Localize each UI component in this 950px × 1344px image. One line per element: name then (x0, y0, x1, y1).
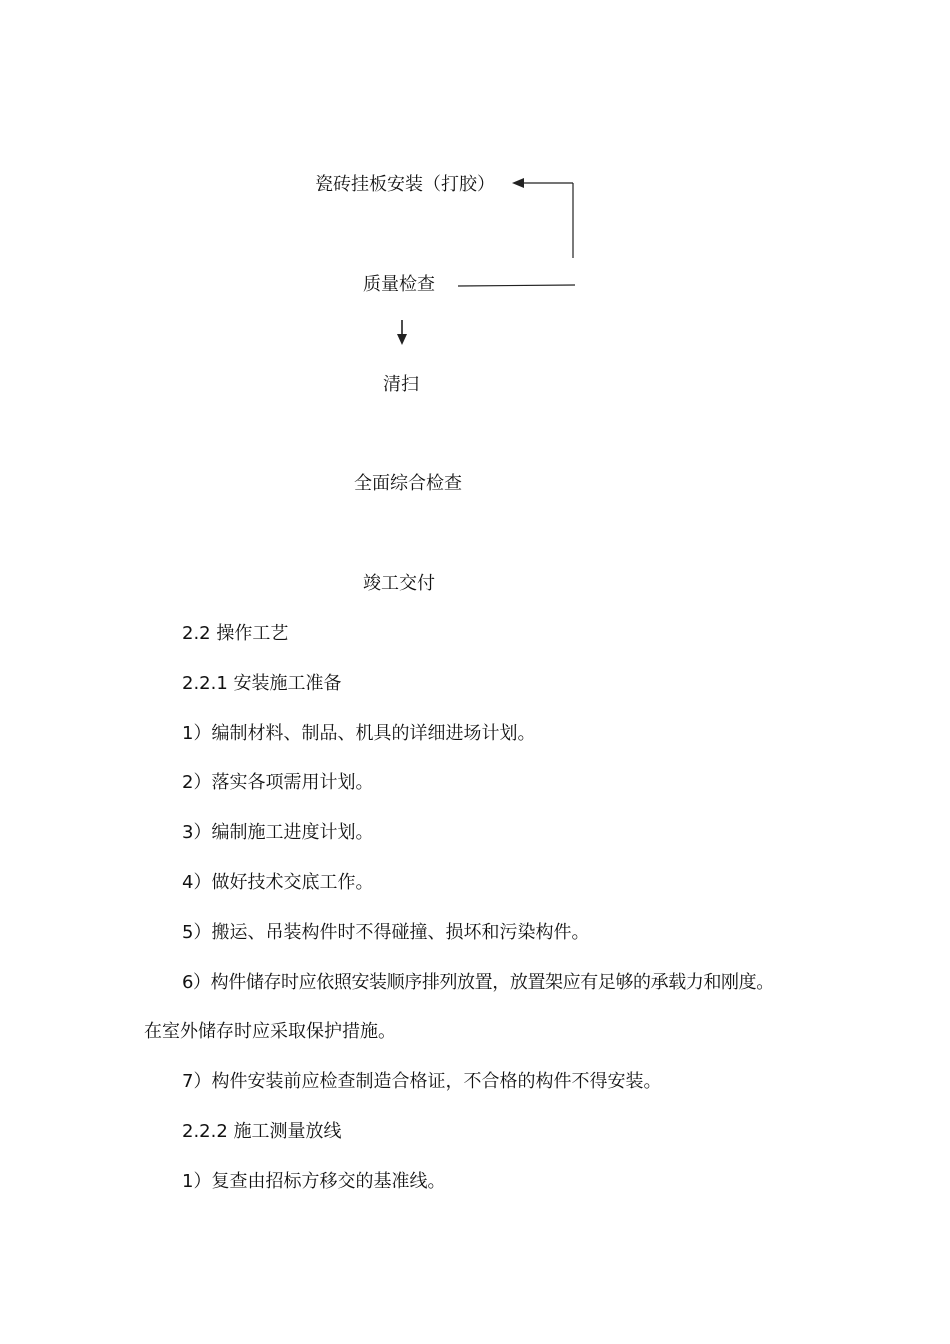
paragraph-5: 5）搬运、吊装构件时不得碰撞、损坏和污染构件。 (182, 922, 590, 943)
down-arrowhead (397, 334, 407, 345)
flow-step-handover: 竣工交付 (363, 573, 435, 594)
section-heading-2-2: 2.2 操作工艺 (182, 623, 289, 644)
section-heading-2-2-1: 2.2.1 安装施工准备 (182, 673, 342, 694)
flow-step-tile-install: 瓷砖挂板安装（打胶） (315, 174, 495, 195)
paragraph-4: 4）做好技术交底工作。 (182, 872, 374, 893)
paragraph-3: 3）编制施工进度计划。 (182, 822, 374, 843)
paragraph-6-line-1: 6）构件储存时应依照安装顺序排列放置，放置架应有足够的承载力和刚度。 (182, 972, 774, 993)
paragraph-1: 1）编制材料、制品、机具的详细进场计划。 (182, 723, 536, 744)
loop-horizontal-line (458, 285, 575, 286)
loop-arrowhead (512, 178, 524, 188)
paragraph-6-line-2: 在室外储存时应采取保护措施。 (144, 1021, 396, 1042)
paragraph-7: 7）构件安装前应检查制造合格证，不合格的构件不得安装。 (182, 1071, 662, 1092)
paragraph-8: 1）复查由招标方移交的基准线。 (182, 1171, 446, 1192)
flowchart-connectors (0, 0, 950, 620)
flow-step-full-inspection: 全面综合检查 (354, 473, 462, 494)
flow-step-cleaning: 清扫 (383, 374, 419, 395)
paragraph-2: 2）落实各项需用计划。 (182, 772, 374, 793)
flow-step-quality-check: 质量检查 (363, 274, 435, 295)
section-heading-2-2-2: 2.2.2 施工测量放线 (182, 1121, 342, 1142)
